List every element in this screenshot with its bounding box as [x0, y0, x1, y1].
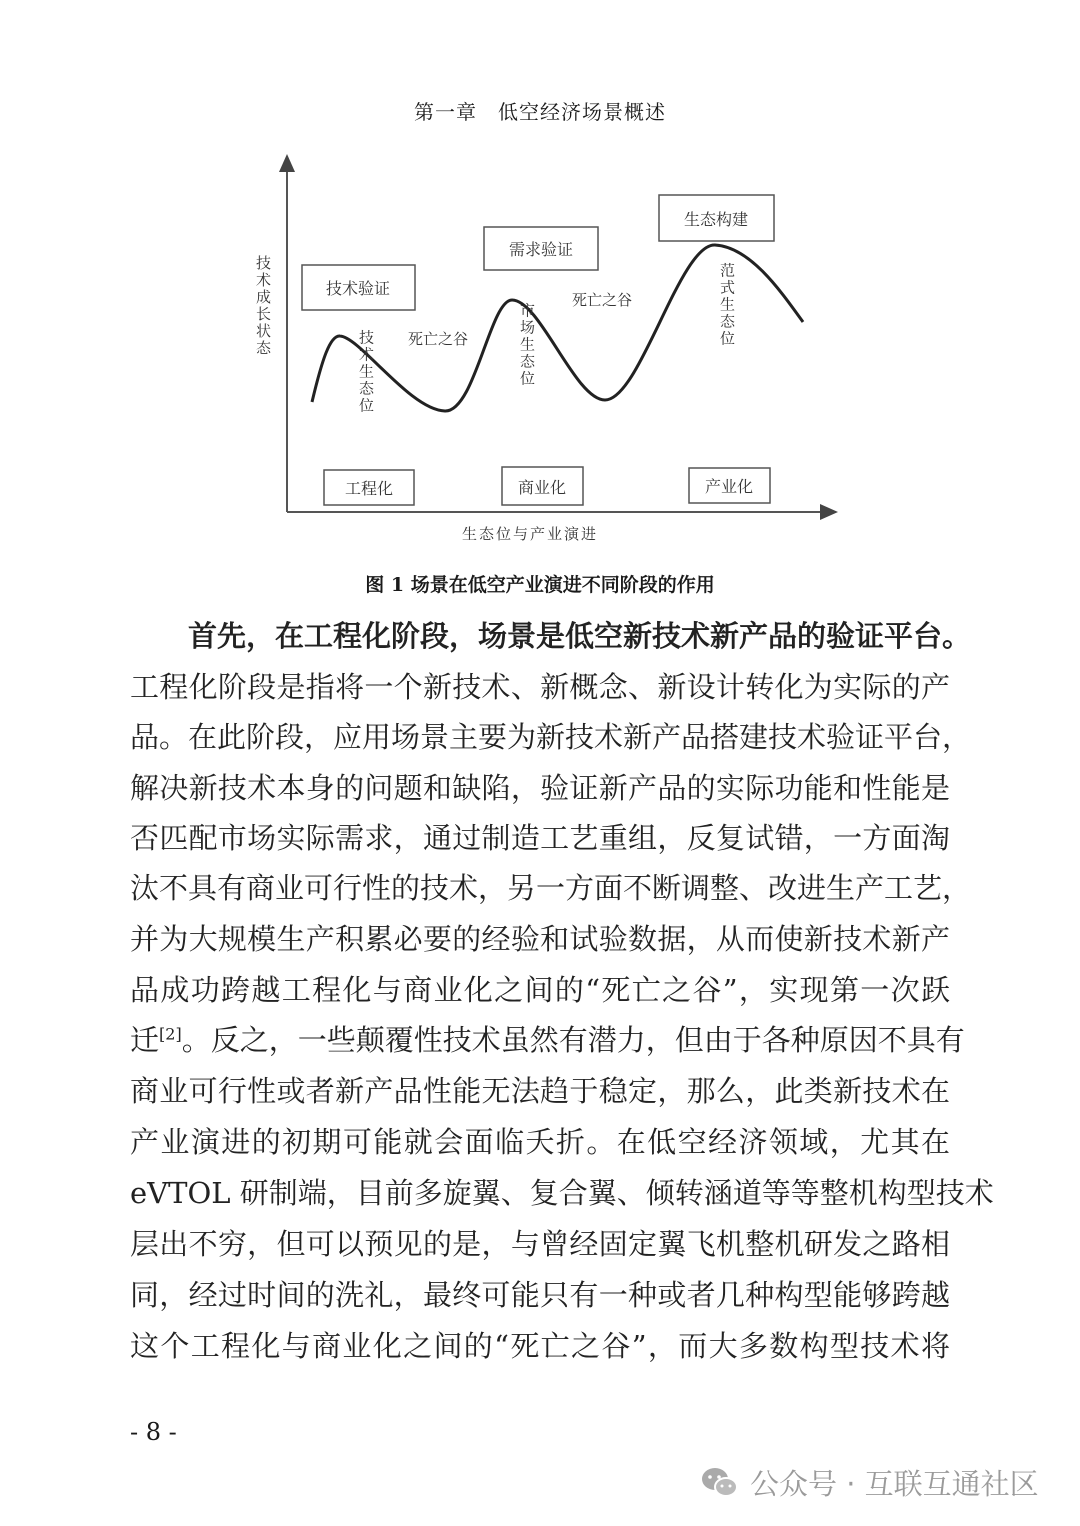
text-line: eVTOL 研制端，目前多旋翼、复合翼、倾转涵道等等整机构型技术: [130, 1176, 994, 1210]
text-line: [130, 1018, 965, 1059]
text-line: 同，经过时间的洗礼，最终可能只有一种或者几种构型能够跨越: [130, 1278, 950, 1312]
box-label: 需求验证: [508, 240, 574, 259]
watermark: [700, 1462, 1039, 1503]
paragraph-heading: 首先，在工程化阶段，场景是低空新技术新产品的验证平台。: [188, 619, 972, 653]
text-line: 工程化阶段是指将一个新技术、新概念、新设计转化为实际的产: [130, 670, 950, 704]
watermark-text: 公众号 · 互联互通社区: [750, 1467, 1039, 1501]
wechat-icon: [700, 1465, 740, 1501]
valley-label: 死亡之谷: [407, 330, 469, 348]
text-line: 品。在此阶段，应用场景主要为新技术新产品搭建技术验证平台，: [130, 720, 972, 754]
text-fragment: 迁: [130, 1023, 160, 1057]
niche-label: 范式生态位: [718, 262, 736, 348]
text-line: 并为大规模生产积累必要的经验和试验数据，从而使新技术新产: [130, 922, 950, 956]
y-axis-label: 技术成长状态: [254, 255, 272, 357]
text-fragment: 。反之，一些颠覆性技术虽然有潜力，但由于各种原因不具有: [181, 1023, 965, 1057]
page-number: - 8 -: [130, 1418, 177, 1446]
text-line: 品成功跨越工程化与商业化之间的“死亡之谷”，实现第一次跃: [130, 973, 950, 1007]
box-label: 商业化: [517, 478, 567, 497]
figure-caption: 图 1 场景在低空产业演进不同阶段的作用: [365, 574, 715, 596]
citation[interactable]: [2]: [159, 1024, 182, 1044]
box-label: 技术验证: [325, 279, 391, 298]
niche-label: 技术生态位: [357, 329, 375, 415]
x-axis-label: 生态位与产业演进: [461, 525, 599, 543]
text-line: 否匹配市场实际需求，通过制造工艺重组，反复试错，一方面淘: [130, 821, 950, 855]
niche-label: 市场生态位: [518, 302, 536, 388]
figure-diagram: [0, 0, 1080, 560]
text-line: 汰不具有商业可行性的技术，另一方面不断调整、改进生产工艺，: [130, 871, 972, 905]
box-label: 生态构建: [683, 210, 749, 229]
box-label: 产业化: [704, 477, 754, 496]
text-line: 解决新技术本身的问题和缺陷，验证新产品的实际功能和性能是: [130, 771, 950, 805]
text-line: 商业可行性或者新产品性能无法趋于稳定，那么，此类新技术在: [130, 1074, 950, 1108]
text-line: 产业演进的初期可能就会面临夭折。在低空经济领域，尤其在: [130, 1125, 950, 1159]
valley-label: 死亡之谷: [571, 291, 633, 309]
chapter-title: 第一章 低空经济场景概述: [414, 100, 666, 124]
text-line: 层出不穷，但可以预见的是，与曾经固定翼飞机整机研发之路相: [130, 1227, 950, 1261]
text-line: 这个工程化与商业化之间的“死亡之谷”，而大多数构型技术将: [130, 1329, 950, 1363]
box-label: 工程化: [344, 479, 394, 498]
